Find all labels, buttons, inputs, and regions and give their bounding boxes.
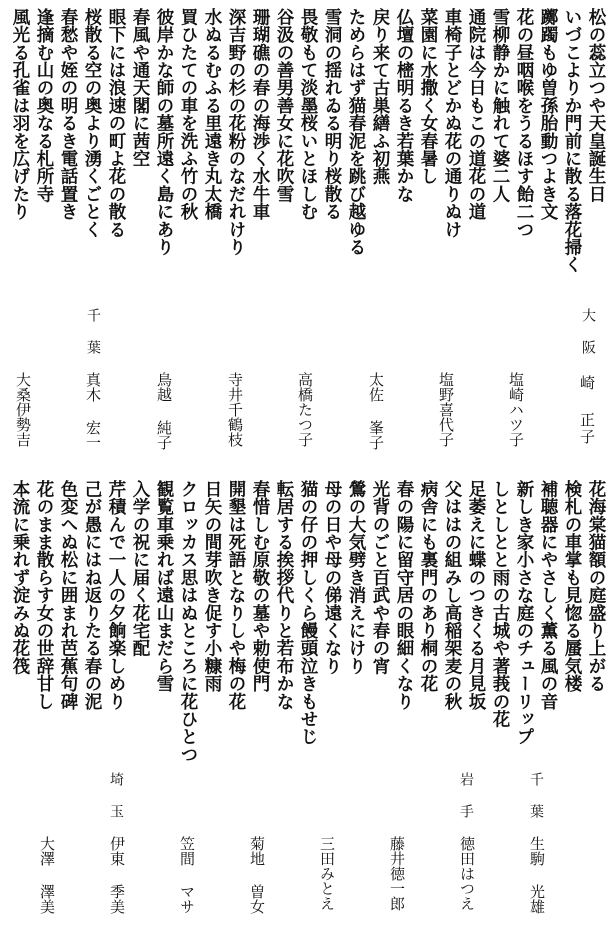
author-name: 大桑伊勢吉: [14, 372, 32, 447]
author-name: 三田みとえ: [318, 836, 336, 911]
author-prefecture: 千葉: [85, 308, 101, 372]
haiku-line: 鶯の大気劈き消えにけり: [346, 480, 366, 675]
author-name: 生駒 光雄: [528, 836, 546, 914]
haiku-line: 春の陽に留守居の眼細くなり: [394, 480, 414, 711]
haiku-line: 花の昼咽喉をうるほす飴二つ: [514, 8, 534, 239]
author-name: 菊地 曽女: [248, 836, 266, 914]
haiku-line: 躑躅もゆ曽孫胎動つよき文: [538, 8, 558, 221]
haiku-line: 桜散る空の奥より湧くごとく: [82, 8, 102, 239]
haiku-line: クロッカス思はぬところに花ひとつ: [178, 480, 198, 764]
haiku-line: ためらはず猫春泥を跳び越ゆる: [346, 8, 366, 256]
author-name: 太佐 峯子: [367, 372, 385, 450]
author-name: 大澤 澤美: [38, 836, 56, 914]
haiku-line: 畏敬もて淡墨桜いとほしむ: [298, 8, 318, 221]
haiku-line: 日矢の間芽吹き促す小糠雨: [202, 480, 222, 693]
haiku-line: 春愁や姪の明るき電話置き: [58, 8, 78, 221]
author-name: 塩野喜代子: [437, 372, 455, 447]
haiku-line: 新しき家小さな庭のチューリップ: [514, 480, 534, 746]
haiku-line: 光背のごと百武や春の宵: [370, 480, 390, 675]
haiku-line: 雪洞の揺れゐる明り桜散る: [322, 8, 342, 221]
haiku-line: 水ぬるむふる里遠き丸太橋: [202, 8, 222, 221]
author-prefecture: 大阪: [580, 308, 596, 372]
haiku-line: 春風や通天閣に茜空: [130, 8, 150, 168]
haiku-line: 病舎にも裏門のあり桐の花: [418, 480, 438, 693]
haiku-line: 車椅子とどかぬ花の通りぬけ: [442, 8, 462, 239]
haiku-line: 買ひたての車を洗ふ竹の秋: [178, 8, 198, 221]
author-name: 藤井徳一郎: [388, 836, 406, 911]
author-prefecture: 埼玉: [108, 772, 124, 836]
author-name: 崎 正子: [578, 375, 596, 446]
haiku-line: 観覧車乗れば遠山まだら雪: [154, 480, 174, 693]
author-prefecture: 千葉: [528, 772, 544, 836]
author-name: 徳田はつえ: [458, 836, 476, 911]
haiku-line: 珊瑚礁の春の海渉く水牛車: [250, 8, 270, 221]
author-name: 塩崎ハツ子: [507, 372, 525, 447]
haiku-line: いづこよりか門前に散る落花掃く: [562, 8, 582, 274]
haiku-line: 菜園に水撒く女春暑し: [418, 8, 438, 185]
haiku-line: 転居する挨拶代りと若布かな: [274, 480, 294, 711]
haiku-line: 花のまま散らす女の世辞甘し: [34, 480, 54, 711]
haiku-line: 深吉野の杉の花粉のなだれけり: [226, 8, 246, 256]
bottom-block: [0, 460, 610, 927]
haiku-line: 検札の車掌も見惚る蜃気楼: [562, 480, 582, 693]
author-name: 寺井千鶴枝: [226, 372, 244, 447]
author-prefecture: 岩手: [458, 772, 474, 836]
haiku-line: 逢摘む山の奥なる札所寺: [34, 8, 54, 203]
haiku-line: 仏壇の樒明るき若葉かな: [394, 8, 414, 203]
author-name: 高橋たつ子: [296, 372, 314, 447]
haiku-line: 眼下には浪速の町よ花の散る: [106, 8, 126, 239]
author-name: 真木 宏一: [84, 372, 102, 450]
author-name: 笠間 マサ: [178, 836, 196, 914]
haiku-line: しとしとと雨の古城や著莪の花: [490, 480, 510, 728]
author-name: 伊東 季美: [108, 836, 126, 914]
haiku-line: 春惜しむ原敬の墓や勅使門: [250, 480, 270, 693]
haiku-line: 谷汲の善男善女に花吹雪: [274, 8, 294, 203]
haiku-line: 猫の仔の押しくら饅頭泣きもせじ: [298, 480, 318, 746]
haiku-line: 補聴器にやさしく薫る風の音: [538, 480, 558, 711]
haiku-line: 母の日や母の俤遠くなり: [322, 480, 342, 675]
haiku-line: 己が愚にはね返りたる春の泥: [82, 480, 102, 711]
haiku-line: 本流に乗れず淀みぬ花筏: [10, 480, 30, 675]
haiku-line: 芹積んで一人の夕餉楽しめり: [106, 480, 126, 711]
haiku-line: 戻り来て古巣繕ふ初燕: [370, 8, 390, 185]
haiku-line: 松の蕊立つや天皇誕生日: [586, 8, 606, 203]
haiku-line: 雪柳静かに触れて婆二人: [490, 8, 510, 203]
haiku-line: 足萎えに蝶のつきくる月見坂: [466, 480, 486, 711]
top-block: [0, 0, 610, 460]
haiku-line: 花海棠猫額の庭盛り上がる: [586, 480, 606, 693]
haiku-line: 彼岸かな師の墓所遠く島にあり: [154, 8, 174, 256]
haiku-line: 開墾は死語となりしや梅の花: [226, 480, 246, 711]
haiku-line: 風光る孔雀は羽を広げたり: [10, 8, 30, 221]
haiku-line: 通院は今日もこの道花の道: [466, 8, 486, 221]
haiku-line: 父ははの組みし高稲架麦の秋: [442, 480, 462, 711]
author-name: 鳥越 純子: [155, 372, 173, 450]
haiku-line: 色変へぬ松に囲まれ芭蕉句碑: [58, 480, 78, 711]
haiku-line: 入学の祝に届く花宅配: [130, 480, 150, 657]
